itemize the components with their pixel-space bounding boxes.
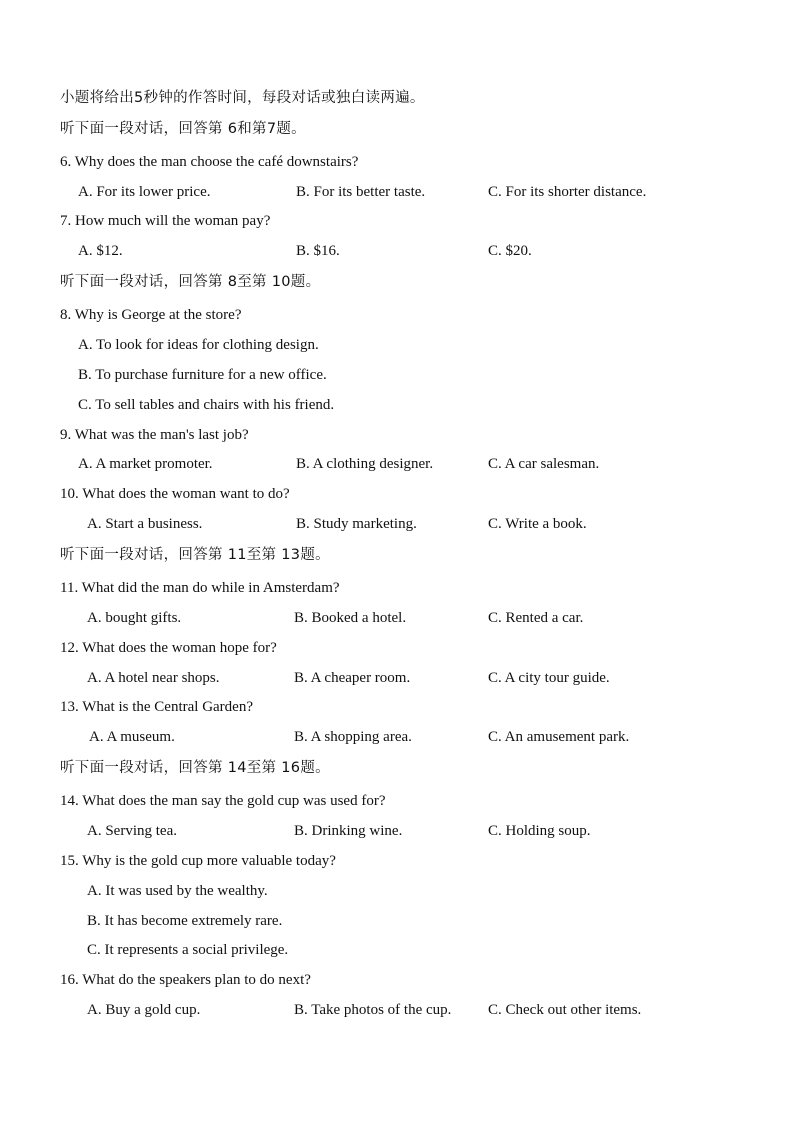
section-heading-8-10: 听下面一段对话，回答第 8至第 10题。 — [60, 274, 321, 290]
question-13-stem: 13. What is the Central Garden? — [60, 699, 253, 715]
question-6-stem: 6. Why does the man choose the café downstairs? — [60, 154, 359, 170]
question-12-stem: 12. What does the woman hope for? — [60, 640, 277, 656]
section-heading-6-7: 听下面一段对话，回答第 6和第7题。 — [60, 121, 306, 137]
question-9-option-b: B. A clothing designer. — [296, 456, 434, 472]
question-6-option-b: B. For its better taste. — [296, 184, 426, 200]
question-15-option-b: B. It has become extremely rare. — [87, 913, 283, 929]
question-7-stem: 7. How much will the woman pay? — [60, 213, 271, 229]
question-10-option-c: C. Write a book. — [488, 516, 587, 532]
question-13-option-c: C. An amusement park. — [488, 729, 630, 745]
question-12-option-c: C. A city tour guide. — [488, 670, 610, 686]
question-14-stem: 14. What does the man say the gold cup was used for? — [60, 793, 386, 809]
question-9-option-c: C. A car salesman. — [488, 456, 600, 472]
question-11-stem: 11. What did the man do while in Amsterdam? — [60, 580, 340, 596]
question-9-stem: 9. What was the man's last job? — [60, 427, 249, 443]
question-8-stem: 8. Why is George at the store? — [60, 307, 242, 323]
question-14-option-b: B. Drinking wine. — [294, 823, 403, 839]
question-6-option-a: A. For its lower price. — [78, 184, 211, 200]
question-16-option-b: B. Take photos of the cup. — [294, 1002, 452, 1018]
question-7-option-a: A. $12. — [78, 243, 123, 259]
question-11-option-b: B. Booked a hotel. — [294, 610, 407, 626]
question-11-option-c: C. Rented a car. — [488, 610, 584, 626]
question-13-option-b: B. A shopping area. — [294, 729, 412, 745]
question-12-option-a: A. A hotel near shops. — [87, 670, 220, 686]
intro-instruction: 小题将给出5秒钟的作答时间，每段对话或独白读两遍。 — [60, 90, 425, 106]
question-12-option-b: B. A cheaper room. — [294, 670, 411, 686]
question-15-stem: 15. Why is the gold cup more valuable today? — [60, 853, 336, 869]
question-13-option-a: A. A museum. — [89, 729, 175, 745]
section-heading-14-16: 听下面一段对话，回答第 14至第 16题。 — [60, 760, 330, 776]
question-15-option-c: C. It represents a social privilege. — [87, 942, 289, 958]
question-7-option-b: B. $16. — [296, 243, 340, 259]
question-10-stem: 10. What does the woman want to do? — [60, 486, 290, 502]
question-16-stem: 16. What do the speakers plan to do next? — [60, 972, 311, 988]
question-9-option-a: A. A market promoter. — [78, 456, 213, 472]
question-7-option-c: C. $20. — [488, 243, 532, 259]
question-8-option-a: A. To look for ideas for clothing design. — [78, 337, 319, 353]
question-14-option-c: C. Holding soup. — [488, 823, 591, 839]
question-11-option-a: A. bought gifts. — [87, 610, 182, 626]
question-16-option-a: A. Buy a gold cup. — [87, 1002, 201, 1018]
question-14-option-a: A. Serving tea. — [87, 823, 177, 839]
question-10-option-b: B. Study marketing. — [296, 516, 417, 532]
question-8-option-b: B. To purchase furniture for a new office. — [78, 367, 327, 383]
question-6-option-c: C. For its shorter distance. — [488, 184, 647, 200]
question-15-option-a: A. It was used by the wealthy. — [87, 883, 268, 899]
question-8-option-c: C. To sell tables and chairs with his friend. — [78, 397, 335, 413]
question-16-option-c: C. Check out other items. — [488, 1002, 642, 1018]
section-heading-11-13: 听下面一段对话，回答第 11至第 13题。 — [60, 547, 330, 563]
question-10-option-a: A. Start a business. — [87, 516, 203, 532]
